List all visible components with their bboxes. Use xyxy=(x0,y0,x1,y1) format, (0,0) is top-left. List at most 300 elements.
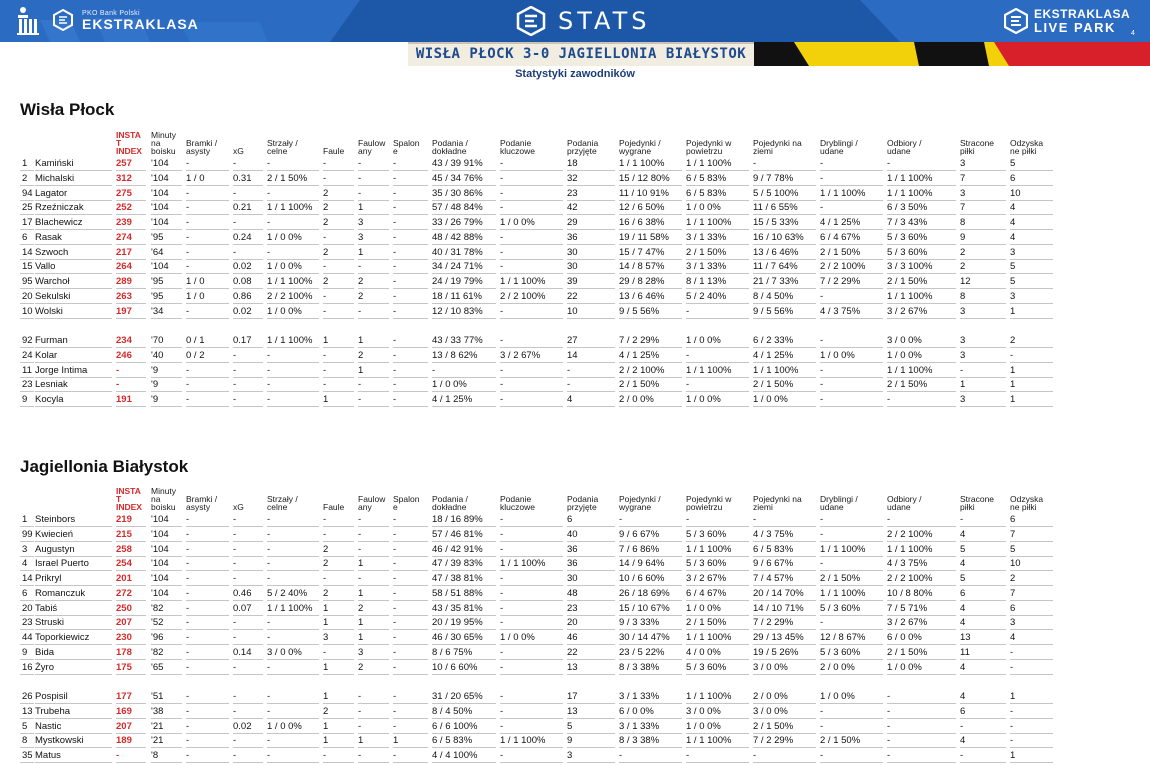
cell-aerial: 2 / 1 50% xyxy=(686,246,727,258)
cell-aerial: 1 / 0 0% xyxy=(686,720,721,732)
cell-aerial: 5 / 3 60% xyxy=(686,661,727,673)
cell-index: 234 xyxy=(116,335,132,346)
cell-num: 26 xyxy=(22,691,33,702)
cell-ground: 2 / 1 50% xyxy=(753,720,794,732)
header-goals: Bramki / asysty xyxy=(186,494,218,512)
cell-shots: - xyxy=(267,379,271,391)
cell-aerial: - xyxy=(686,379,690,391)
row-underline xyxy=(686,762,749,763)
row-underline xyxy=(233,318,263,319)
cell-recv: 6 xyxy=(567,514,573,525)
cell-goals: - xyxy=(186,691,190,702)
cell-aerial: 3 / 1 33% xyxy=(686,261,727,273)
cell-recv: 3 xyxy=(567,750,573,761)
header-fouls: Faule xyxy=(323,502,345,512)
cell-xg: - xyxy=(233,217,237,228)
cell-min: '82 xyxy=(151,602,164,614)
cell-keyp: - xyxy=(500,379,504,391)
cell-keyp: - xyxy=(500,750,504,761)
cell-recv: 4 xyxy=(567,394,573,405)
cell-duels: 23 / 5 22% xyxy=(619,646,665,658)
header-min: Minuty na boisku xyxy=(151,130,177,156)
cell-ground: 14 / 10 71% xyxy=(753,602,804,614)
cell-duels: 8 / 3 38% xyxy=(619,661,660,673)
cell-goals: - xyxy=(186,646,190,658)
table-row xyxy=(20,528,1060,543)
cell-tackle: 4 / 3 75% xyxy=(887,558,928,570)
cell-offside: - xyxy=(393,514,397,525)
cell-shots: 3 / 0 0% xyxy=(267,646,302,658)
cell-passes: 8 / 6 75% xyxy=(432,646,473,658)
cell-recv: 29 xyxy=(567,217,578,228)
cell-keyp: - xyxy=(500,543,504,555)
cell-name: Lagator xyxy=(35,187,68,199)
table-row xyxy=(20,275,1060,290)
cell-fouls: 1 xyxy=(323,335,329,346)
cell-keyp: 1 / 0 0% xyxy=(500,217,535,228)
header-shots: Strzały / celne xyxy=(267,494,298,512)
livepark-line2: LIVE PARK xyxy=(1034,19,1116,35)
cell-passes: - xyxy=(432,364,436,376)
cell-offside: - xyxy=(393,528,397,540)
row-underline xyxy=(887,318,956,319)
cell-xg: - xyxy=(233,617,237,629)
cell-ground: 7 / 2 29% xyxy=(753,617,794,629)
row-underline xyxy=(887,762,956,763)
cell-num: 16 xyxy=(22,661,33,673)
cell-xg: 0.07 xyxy=(233,602,252,614)
cell-fouls: 2 xyxy=(323,543,329,555)
header-passes: Podania / dokładne xyxy=(432,138,468,156)
cell-shots: 1 / 0 0% xyxy=(267,261,302,273)
table-row xyxy=(20,720,1060,735)
cell-duels: 19 / 11 58% xyxy=(619,231,670,243)
cell-fouls: 1 xyxy=(323,617,329,629)
cell-aerial: 6 / 5 83% xyxy=(686,172,727,184)
cell-fouled: 1 xyxy=(358,202,364,214)
cell-fouls: 3 xyxy=(323,632,329,643)
cell-index: 257 xyxy=(116,158,132,169)
table-row xyxy=(20,231,1060,246)
row-underline xyxy=(233,406,263,407)
cell-duels: 8 / 3 38% xyxy=(619,735,660,747)
cell-aerial: - xyxy=(686,514,690,525)
cell-duels: 14 / 9 64% xyxy=(619,558,665,570)
cell-shots: - xyxy=(267,632,271,643)
row-underline xyxy=(619,762,682,763)
row-underline xyxy=(35,318,112,319)
cell-passes: 43 / 35 81% xyxy=(432,602,483,614)
cell-shots: - xyxy=(267,573,271,584)
cell-num: 9 xyxy=(22,394,28,405)
cell-min: '52 xyxy=(151,617,164,629)
table-header xyxy=(20,483,1060,513)
cell-tackle: 1 / 0 0% xyxy=(887,349,922,361)
cell-ground: 29 / 13 45% xyxy=(753,632,804,643)
header-dribble: Dryblingi / udane xyxy=(820,138,858,156)
stats-table-home xyxy=(20,127,1060,408)
cell-rec: 6 xyxy=(1010,514,1016,525)
row-underline xyxy=(1010,318,1053,319)
cell-num: 25 xyxy=(22,202,33,214)
cell-num: 14 xyxy=(22,246,33,258)
cell-shots: 2 / 1 50% xyxy=(267,172,308,184)
cell-min: '104 xyxy=(151,202,169,214)
cell-lost: 8 xyxy=(960,217,966,228)
row-underline xyxy=(619,318,682,319)
cell-min: '40 xyxy=(151,349,164,361)
cell-offside: - xyxy=(393,379,397,391)
cell-name: Prikryl xyxy=(35,573,62,584)
cell-keyp: - xyxy=(500,202,504,214)
cell-index: 272 xyxy=(116,587,132,599)
cell-passes: 34 / 24 71% xyxy=(432,261,483,273)
cell-tackle: 5 / 3 60% xyxy=(887,231,928,243)
cell-goals: - xyxy=(186,231,190,243)
cell-shots: - xyxy=(267,705,271,717)
cell-fouled: - xyxy=(358,305,362,317)
cell-lost: 3 xyxy=(960,394,966,405)
row-underline xyxy=(116,674,146,675)
cell-ground: 5 / 5 100% xyxy=(753,187,799,199)
cell-fouled: - xyxy=(358,573,362,584)
cell-lost: 1 xyxy=(960,379,966,391)
table-row xyxy=(20,734,1060,749)
row-underline xyxy=(267,318,319,319)
cell-name: Trubeha xyxy=(35,705,71,717)
cell-passes: 10 / 6 60% xyxy=(432,661,478,673)
cell-shots: - xyxy=(267,691,271,702)
cell-duels: 2 / 2 100% xyxy=(619,364,665,376)
cell-fouled: - xyxy=(358,172,362,184)
cell-min: '9 xyxy=(151,394,159,405)
cell-index: 250 xyxy=(116,602,132,614)
cell-fouls: - xyxy=(323,528,327,540)
cell-tackle: 2 / 1 50% xyxy=(887,379,928,391)
cell-lost: 4 xyxy=(960,735,966,747)
row-underline xyxy=(567,318,615,319)
cell-goals: - xyxy=(186,187,190,199)
cell-aerial: 6 / 4 67% xyxy=(686,587,727,599)
cell-offside: - xyxy=(393,305,397,317)
cell-xg: - xyxy=(233,246,237,258)
pko-bank-text: PKO Bank Polski xyxy=(82,9,140,17)
cell-index: 219 xyxy=(116,514,132,525)
cell-shots: - xyxy=(267,617,271,629)
cell-min: '34 xyxy=(151,305,164,317)
cell-xg: 0.02 xyxy=(233,305,252,317)
cell-duels: 30 / 14 47% xyxy=(619,632,670,643)
cell-fouls: 1 xyxy=(323,602,329,614)
table-row xyxy=(20,749,1060,764)
cell-tackle: 1 / 1 100% xyxy=(887,364,933,376)
cell-duels: - xyxy=(619,750,623,761)
cell-shots: 1 / 1 100% xyxy=(267,602,313,614)
cell-ground: - xyxy=(753,750,757,761)
cell-aerial: 1 / 0 0% xyxy=(686,202,721,214)
cell-index: 201 xyxy=(116,573,132,584)
cell-passes: 48 / 42 88% xyxy=(432,231,483,243)
cell-num: 20 xyxy=(22,602,33,614)
row-underline xyxy=(686,406,749,407)
cell-dribble: - xyxy=(820,394,824,405)
cell-fouled: - xyxy=(358,261,362,273)
table-row xyxy=(20,543,1060,558)
cell-passes: 8 / 4 50% xyxy=(432,705,473,717)
cell-offside: - xyxy=(393,632,397,643)
cell-rec: 4 xyxy=(1010,217,1016,228)
cell-dribble: - xyxy=(820,750,824,761)
cell-passes: 45 / 34 76% xyxy=(432,172,483,184)
cell-fouls: - xyxy=(323,172,327,184)
header-recv: Podania przyjęte xyxy=(567,138,599,156)
cell-dribble: 2 / 1 50% xyxy=(820,246,861,258)
cell-goals: - xyxy=(186,305,190,317)
cell-keyp: - xyxy=(500,705,504,717)
cell-dribble: 1 / 1 100% xyxy=(820,187,866,199)
cell-offside: - xyxy=(393,261,397,273)
cell-name: Kwiecień xyxy=(35,528,74,540)
header-offside: Spalon e xyxy=(393,494,420,512)
cell-recv: 27 xyxy=(567,335,578,346)
cell-ground: 20 / 14 70% xyxy=(753,587,804,599)
cell-recv: 23 xyxy=(567,602,578,614)
cell-passes: 40 / 31 78% xyxy=(432,246,483,258)
cell-num: 17 xyxy=(22,217,33,228)
cell-num: 1 xyxy=(22,514,28,525)
cell-fouls: - xyxy=(323,364,327,376)
cell-fouled: - xyxy=(358,720,362,732)
row-underline xyxy=(20,762,34,763)
cell-index: 312 xyxy=(116,172,132,184)
cell-keyp: - xyxy=(500,246,504,258)
cell-ground: 4 / 1 25% xyxy=(753,349,794,361)
cell-passes: 35 / 30 86% xyxy=(432,187,483,199)
cell-xg: 0.21 xyxy=(233,202,252,214)
header-keyp: Podanie kluczowe xyxy=(500,138,535,156)
table-row xyxy=(20,187,1060,202)
cell-passes: 20 / 19 95% xyxy=(432,617,483,629)
cell-xg: - xyxy=(233,691,237,702)
livepark-logo-icon xyxy=(1004,8,1028,34)
cell-tackle: - xyxy=(887,720,891,732)
cell-lost: 4 xyxy=(960,602,966,614)
pko-logo-icon xyxy=(14,4,44,36)
cell-num: 15 xyxy=(22,261,33,273)
cell-dribble: 12 / 8 67% xyxy=(820,632,866,643)
cell-recv: 46 xyxy=(567,632,578,643)
cell-num: 5 xyxy=(22,720,28,732)
cell-recv: - xyxy=(567,364,571,376)
cell-dribble: - xyxy=(820,514,824,525)
cell-fouled: - xyxy=(358,514,362,525)
header-xg: xG xyxy=(233,146,244,156)
cell-xg: 0.17 xyxy=(233,335,252,346)
row-underline xyxy=(753,318,816,319)
cell-dribble: 5 / 3 60% xyxy=(820,646,861,658)
cell-lost: 3 xyxy=(960,305,966,317)
cell-min: '104 xyxy=(151,158,169,169)
cell-index: 275 xyxy=(116,187,132,199)
league-name: EKSTRAKLASA xyxy=(82,15,199,32)
cell-dribble: - xyxy=(820,528,824,540)
cell-goals: 1 / 0 xyxy=(186,276,205,287)
cell-min: '95 xyxy=(151,290,164,302)
cell-shots: - xyxy=(267,514,271,525)
row-underline xyxy=(820,674,883,675)
team-title-home: Wisła Płock xyxy=(20,100,115,119)
cell-num: 6 xyxy=(22,231,28,243)
cell-keyp: - xyxy=(500,646,504,658)
cell-passes: 18 / 16 89% xyxy=(432,514,483,525)
cell-name: Mystkowski xyxy=(35,735,84,747)
cell-rec: 5 xyxy=(1010,543,1016,555)
cell-passes: 18 / 11 61% xyxy=(432,290,483,302)
cell-fouls: - xyxy=(323,261,327,273)
table-row xyxy=(20,587,1060,602)
cell-duels: 7 / 2 29% xyxy=(619,335,660,346)
cell-offside: - xyxy=(393,335,397,346)
table-row xyxy=(20,246,1060,261)
cell-xg: - xyxy=(233,632,237,643)
cell-passes: 1 / 0 0% xyxy=(432,379,467,391)
ekstraklasa-wordmark xyxy=(82,10,199,31)
cell-xg: - xyxy=(233,394,237,405)
cell-fouls: 2 xyxy=(323,705,329,717)
cell-rec: 5 xyxy=(1010,276,1016,287)
cell-offside: - xyxy=(393,231,397,243)
cell-index: 177 xyxy=(116,691,132,702)
cell-offside: - xyxy=(393,573,397,584)
row-underline xyxy=(151,674,182,675)
cell-index: 217 xyxy=(116,246,132,258)
cell-lost: 3 xyxy=(960,335,966,346)
page-subtitle: Statystyki zawodników xyxy=(515,68,635,80)
cell-ground: 8 / 4 50% xyxy=(753,290,794,302)
row-underline xyxy=(186,318,229,319)
cell-aerial: 1 / 1 100% xyxy=(686,217,732,228)
cell-num: 13 xyxy=(22,705,33,717)
header-goals: Bramki / asysty xyxy=(186,138,218,156)
row-underline xyxy=(116,406,146,407)
cell-passes: 58 / 51 88% xyxy=(432,587,483,599)
cell-offside: - xyxy=(393,543,397,555)
cell-dribble: 5 / 3 60% xyxy=(820,602,861,614)
table-row xyxy=(20,378,1060,393)
cell-lost: 6 xyxy=(960,705,966,717)
cell-lost: 2 xyxy=(960,246,966,258)
cell-goals: - xyxy=(186,632,190,643)
cell-recv: 14 xyxy=(567,349,578,361)
cell-index: 169 xyxy=(116,705,132,717)
cell-recv: 23 xyxy=(567,187,578,199)
cell-fouls: 2 xyxy=(323,558,329,570)
cell-dribble: - xyxy=(820,158,824,169)
row-underline xyxy=(500,762,563,763)
cell-goals: - xyxy=(186,587,190,599)
cell-keyp: 1 / 1 100% xyxy=(500,276,546,287)
cell-rec: 1 xyxy=(1010,394,1016,405)
row-underline xyxy=(116,762,146,763)
cell-rec: 2 xyxy=(1010,573,1016,584)
cell-keyp: - xyxy=(500,587,504,599)
stats-table-away xyxy=(20,483,1060,764)
row-underline xyxy=(267,674,319,675)
cell-aerial: 5 / 2 40% xyxy=(686,290,727,302)
cell-num: 3 xyxy=(22,543,28,555)
row-underline xyxy=(35,674,112,675)
cell-goals: - xyxy=(186,364,190,376)
cell-fouled: - xyxy=(358,543,362,555)
cell-min: '104 xyxy=(151,217,169,228)
cell-tackle: - xyxy=(887,514,891,525)
cell-recv: 32 xyxy=(567,172,578,184)
cell-xg: - xyxy=(233,514,237,525)
row-underline xyxy=(393,762,428,763)
cell-lost: 3 xyxy=(960,187,966,199)
cell-ground: 15 / 5 33% xyxy=(753,217,799,228)
cell-recv: - xyxy=(567,379,571,391)
cell-dribble: - xyxy=(820,202,824,214)
cell-num: 94 xyxy=(22,187,33,199)
cell-index: 252 xyxy=(116,202,132,214)
header-aerial: Pojedynki w powietrzu xyxy=(686,494,732,512)
cell-lost: - xyxy=(960,514,964,525)
header-ground: Pojedynki na ziemi xyxy=(753,494,802,512)
cell-offside: - xyxy=(393,646,397,658)
cell-keyp: - xyxy=(500,617,504,629)
header-duels: Pojedynki / wygrane xyxy=(619,138,661,156)
cell-tackle: - xyxy=(887,705,891,717)
cell-xg: - xyxy=(233,705,237,717)
cell-index: 178 xyxy=(116,646,132,658)
cell-num: 92 xyxy=(22,335,33,346)
cell-dribble: 2 / 1 50% xyxy=(820,735,861,747)
cell-tackle: - xyxy=(887,394,891,405)
cell-dribble: - xyxy=(820,617,824,629)
cell-aerial: 8 / 1 13% xyxy=(686,276,727,287)
cell-offside: - xyxy=(393,691,397,702)
cell-fouls: 2 xyxy=(323,246,329,258)
cell-passes: 46 / 42 91% xyxy=(432,543,483,555)
header-recv: Podania przyjęte xyxy=(567,494,599,512)
cell-xg: 0.31 xyxy=(233,172,252,184)
row-underline xyxy=(567,762,615,763)
cell-goals: - xyxy=(186,661,190,673)
cell-ground: 1 / 1 100% xyxy=(753,364,799,376)
cell-dribble: - xyxy=(820,290,824,302)
table-row xyxy=(20,349,1060,364)
cell-fouled: 1 xyxy=(358,364,364,376)
cell-duels: 14 / 8 57% xyxy=(619,261,665,273)
cell-aerial: 3 / 0 0% xyxy=(686,705,721,717)
header-fouls: Faule xyxy=(323,146,345,156)
cell-fouls: 1 xyxy=(323,735,329,747)
cell-fouls: 2 xyxy=(323,587,329,599)
cell-rec: - xyxy=(1010,720,1014,732)
cell-duels: 11 / 10 91% xyxy=(619,187,670,199)
cell-xg: - xyxy=(233,379,237,391)
cell-ground: 21 / 7 33% xyxy=(753,276,799,287)
cell-fouled: - xyxy=(358,187,362,199)
row-underline xyxy=(20,318,34,319)
cell-shots: 5 / 2 40% xyxy=(267,587,308,599)
cell-lost: 7 xyxy=(960,172,966,184)
cell-min: '65 xyxy=(151,661,164,673)
cell-index: 239 xyxy=(116,217,132,228)
cell-xg: 0.08 xyxy=(233,276,252,287)
cell-offside: - xyxy=(393,290,397,302)
